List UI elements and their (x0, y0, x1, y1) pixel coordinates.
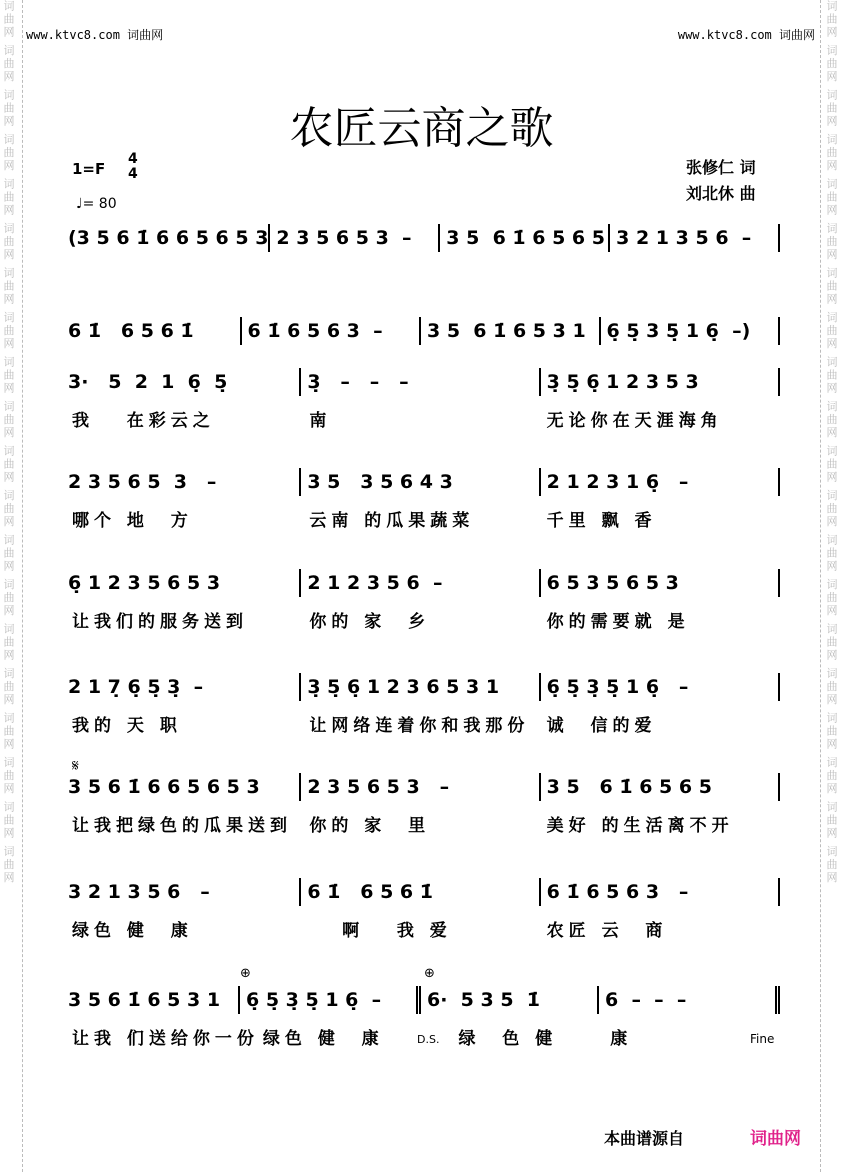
measure-notes: 3̣ 5̣ 6̣ 1 2 3 5 3 (541, 368, 780, 396)
measure-notes: 2 1 2 3 1 6̣ – (541, 468, 780, 496)
notes-row (68, 224, 780, 252)
lyrics-row (68, 607, 780, 632)
measure-notes: 6̣ 1 2 3 5 6 5 3 (68, 569, 301, 597)
left-margin-line (22, 0, 23, 1172)
measure-notes: 6 1̇ 6 5 6 3 – (242, 317, 422, 345)
time-sig-top: 4 (128, 151, 138, 167)
measure-notes: 2 1 7̣ 6̣ 5̣ 3̣ – (68, 673, 301, 701)
measure-notes: 3 2 1 3 5 6 – (68, 878, 301, 906)
measure-notes: (3 5 6 1̇ 6 6 5 6 5 3 (68, 224, 270, 252)
measure-notes: 6̣ 5̣ 3̣ 5̣ 1 6̣ – (541, 673, 780, 701)
brand-logo[interactable]: 词曲网 (750, 1129, 801, 1149)
source-label: 本曲谱源自 (604, 1129, 685, 1148)
measure-notes: 6 1̇ 6 5 6 1̇ (68, 317, 242, 345)
measure-lyrics: 我 在彩云之 (72, 411, 215, 431)
notes-row (68, 569, 780, 597)
measure-notes: 6 – – – (599, 986, 780, 1014)
measure-lyrics: 康 (610, 1029, 633, 1049)
measure-notes: 3 5 6 1̇ 6 5 3 1 (421, 317, 601, 345)
watermark-left: 词曲网 词曲网 词曲网 词曲网 词曲网 词曲网 词曲网 词曲网 词曲网 词曲网 词曲网 词曲网 词曲网 词曲网 词曲网 词曲网 词曲网 词曲网 词曲网 词曲网 (2, 0, 15, 885)
notes-row (68, 986, 780, 1014)
measure-lyrics: 让网络连着你和我那份 (309, 716, 530, 736)
time-signature (128, 152, 138, 182)
measure-notes: 3̣ – – – (301, 368, 540, 396)
measure-lyrics: 啊 我 爱 (309, 921, 452, 941)
coda-sign: ⊕ (240, 966, 251, 981)
measure-lyrics: 无论你在天涯海角 (546, 411, 723, 431)
lyrics-row (68, 811, 780, 836)
notes-row (68, 368, 780, 396)
measure-lyrics: 哪个 地 方 (72, 511, 193, 531)
watermark-right: 词曲网 词曲网 词曲网 词曲网 词曲网 词曲网 词曲网 词曲网 词曲网 词曲网 词曲网 词曲网 词曲网 词曲网 词曲网 词曲网 词曲网 词曲网 词曲网 词曲网 (825, 0, 838, 885)
key-signature: 1=F (72, 160, 106, 178)
measure-lyrics: 南 (309, 411, 332, 431)
measure-notes: 3· 5 2 1 6̣ 5̣ (68, 368, 301, 396)
notes-row (68, 673, 780, 701)
score-line (68, 878, 780, 941)
composer: 刘北休 曲 (686, 184, 756, 203)
coda-sign-2: ⊕ (424, 966, 435, 981)
lyricist: 张修仁 词 (686, 158, 756, 177)
measure-notes: 3 5 6 1̇ 6 6 5 6 5 3 (68, 773, 301, 801)
measure-notes: 6 5 3 5 6 5 3 (541, 569, 780, 597)
notes-row (68, 468, 780, 496)
measure-lyrics: 让我把绿色的瓜果送到 (72, 816, 292, 836)
fine-marking: Fine (750, 1032, 775, 1046)
lyrics-row (68, 711, 780, 736)
notes-row (68, 773, 780, 801)
score-line (68, 773, 780, 836)
measure-lyrics: 美好 的生活离不开 (546, 816, 734, 836)
lyrics-row (68, 916, 780, 941)
notes-row (68, 878, 780, 906)
header-url-left[interactable]: www.ktvc8.com 词曲网 (26, 28, 164, 42)
measure-notes: 2 1 2 3 5 6 – (301, 569, 540, 597)
measure-notes: 2 3 5 6 5 3 – (301, 773, 540, 801)
song-title: 农匠云商之歌 (289, 103, 554, 154)
measure-notes: 6 1̇ 6 5 6 3 – (541, 878, 780, 906)
measure-lyrics: 我的 天 职 (72, 716, 182, 736)
measure-lyrics: 农匠 云 商 (546, 921, 668, 941)
measure-notes: 3 5 6 1̇ 6 5 6 5 (440, 224, 610, 252)
segno-sign: 𝄋 (72, 756, 79, 775)
notes-row (68, 317, 780, 345)
measure-lyrics: 诚 信的爱 (546, 716, 657, 736)
measure-lyrics: 云南 的瓜果蔬菜 (309, 511, 475, 531)
ds-marking: D.S. (417, 1033, 440, 1046)
lyrics-row (68, 406, 780, 431)
tempo-marking: ♩= 80 (76, 196, 117, 212)
measure-notes: 6 1̇ 6 5 6 1̇ (301, 878, 540, 906)
measure-notes: 2 3 5 6 5 3 – (270, 224, 440, 252)
measure-lyrics: 绿色 健 康 (72, 921, 193, 941)
measure-lyrics: 你的 家 乡 (309, 612, 431, 632)
measure-lyrics: 你的需要就 是 (546, 612, 690, 632)
measure-notes: 6̣ 5̣ 3 5̣ 1 6̣ –) (601, 317, 781, 345)
measure-lyrics: 千里 飘 香 (546, 511, 657, 531)
header-url-right[interactable]: www.ktvc8.com 词曲网 (677, 28, 815, 42)
measure-notes: 6̣ 5̣ 3̣ 5̣ 1 6̣ – (240, 986, 421, 1014)
measure-notes: 3 2 1 3 5 6 – (610, 224, 780, 252)
measure-lyrics: 让我 们送给你一份 (72, 1029, 259, 1049)
measure-notes: 3̣ 5̣ 6̣ 1 2 3 6 5 3 1 (301, 673, 540, 701)
lyrics-row (68, 506, 780, 531)
measure-lyrics: 绿 色 健 (436, 1029, 558, 1049)
time-sig-bottom: 4 (128, 166, 138, 182)
measure-notes: 3 5 6 1̇ 6 5 3 1 (68, 986, 240, 1014)
score-line (68, 673, 780, 736)
measure-lyrics: 绿色 健 康 (262, 1029, 384, 1049)
score-line (68, 317, 780, 355)
score-line (68, 468, 780, 531)
measure-notes: 6· 5 3 5 1̇ (421, 986, 599, 1014)
score-line (68, 224, 780, 262)
score-line (68, 569, 780, 632)
score-line (68, 368, 780, 431)
measure-lyrics: 你的 家 里 (309, 816, 431, 836)
measure-notes: 3 5 3 5 6 4 3 (301, 468, 540, 496)
measure-notes: 2 3 5 6 5 3 – (68, 468, 301, 496)
measure-notes: 3 5 6 1̇ 6 5 6 5 (541, 773, 780, 801)
measure-lyrics: 让我们的服务送到 (72, 612, 248, 632)
